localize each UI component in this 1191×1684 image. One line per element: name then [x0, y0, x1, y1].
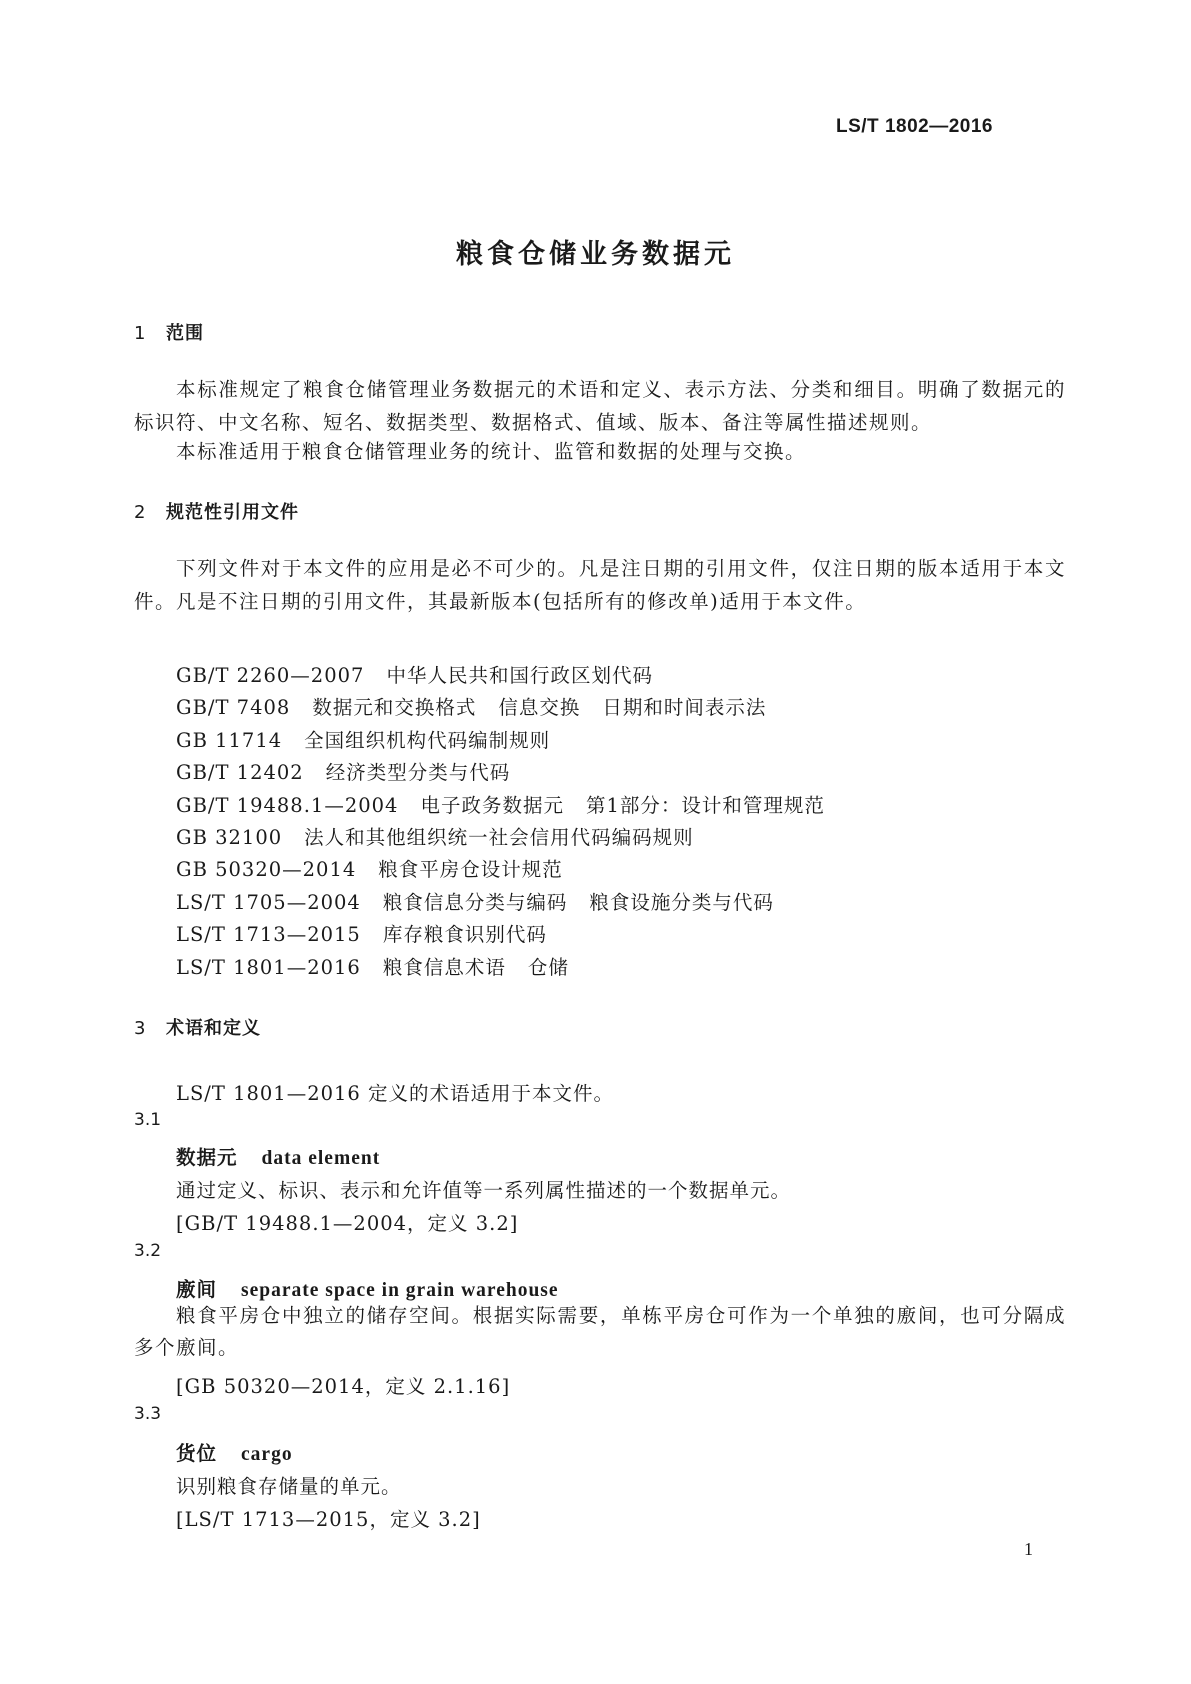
term-source: [GB 50320—2014，定义 2.1.16] — [176, 1375, 511, 1398]
reference-code: GB 11714 — [176, 728, 283, 752]
section-title: 术语和定义 — [166, 1018, 261, 1039]
section-title: 范围 — [166, 323, 204, 344]
section-number: 3 — [134, 1018, 147, 1039]
term-name-en: data element — [261, 1148, 381, 1169]
reference-title: 中华人民共和国行政区划代码 — [386, 664, 653, 687]
reference-code: GB/T 7408 — [176, 696, 291, 720]
standard-code: LS/T 1802—2016 — [836, 116, 993, 137]
reference-title: 粮食设施分类与代码 — [589, 890, 774, 914]
scope-paragraph-2: 本标准适用于粮食仓储管理业务的统计、监管和数据的处理与交换。 — [176, 440, 807, 463]
reference-item — [176, 660, 825, 692]
reference-title: 法人和其他组织统一社会信用代码编码规则 — [304, 825, 694, 849]
section-1-heading — [134, 319, 204, 345]
document-title: 粮食仓储业务数据元 — [456, 239, 735, 270]
section-title: 规范性引用文件 — [166, 502, 299, 523]
term-heading — [176, 1274, 559, 1302]
reference-code: LS/T 1705—2004 — [176, 890, 361, 914]
reference-title: 粮食信息术语 — [382, 955, 506, 979]
reference-title: 信息交换 — [498, 696, 581, 720]
reference-item — [176, 822, 825, 854]
reference-title: 数据元和交换格式 — [312, 696, 477, 720]
reference-item — [176, 757, 825, 789]
term-heading — [176, 1438, 293, 1466]
reference-code: GB/T 19488.1—2004 — [176, 793, 399, 817]
reference-list — [176, 660, 825, 984]
reference-item — [176, 790, 825, 822]
reference-item — [176, 952, 825, 984]
term-definition: 识别粮食存储量的单元。 — [176, 1475, 402, 1498]
reference-title: 库存粮食识别代码 — [382, 923, 547, 947]
term-definition: 粮食平房仓中独立的储存空间。根据实际需要，单栋平房仓可作为一个单独的廒间，也可分隔成多个廒间。 — [134, 1304, 1066, 1359]
terms-intro: LS/T 1801—2016 定义的术语适用于本文件。 — [176, 1082, 615, 1105]
reference-code: GB/T 12402 — [176, 761, 304, 785]
section-number: 1 — [134, 323, 147, 344]
term-name-zh: 货位 — [176, 1442, 218, 1465]
reference-title: 第1部分：设计和管理规范 — [585, 793, 825, 817]
reference-code: LS/T 1801—2016 — [176, 955, 361, 979]
reference-item — [176, 692, 825, 724]
section-number: 2 — [134, 502, 147, 523]
reference-code: GB 50320—2014 — [176, 858, 357, 882]
reference-item — [176, 725, 825, 757]
term-name-zh: 廒间 — [176, 1278, 218, 1301]
term-number: 3.3 — [134, 1404, 162, 1424]
term-definition: 通过定义、标识、表示和允许值等一系列属性描述的一个数据单元。 — [176, 1179, 792, 1202]
term-source: [GB/T 19488.1—2004，定义 3.2] — [176, 1212, 519, 1235]
section-2-heading — [134, 498, 299, 524]
term-number: 3.2 — [134, 1241, 162, 1261]
reference-title: 全国组织机构代码编制规则 — [304, 728, 551, 752]
reference-title: 电子政务数据元 — [420, 793, 564, 817]
term-name-en: cargo — [241, 1444, 293, 1465]
scope-paragraph-1: 本标准规定了粮食仓储管理业务数据元的术语和定义、表示方法、分类和细目。明确了数据元的标识符、中文名称、短名、数据类型、数据格式、值域、版本、备注等属性描述规则。 — [134, 378, 1066, 434]
reference-code: GB/T 2260—2007 — [176, 664, 365, 687]
reference-code: GB 32100 — [176, 825, 283, 849]
reference-title: 粮食平房仓设计规范 — [378, 858, 563, 882]
reference-item — [176, 919, 825, 951]
reference-code: LS/T 1713—2015 — [176, 923, 361, 947]
reference-title: 日期和时间表示法 — [602, 696, 767, 720]
term-heading — [176, 1142, 380, 1170]
term-name-zh: 数据元 — [176, 1146, 238, 1169]
page-number: 1 — [1024, 1539, 1033, 1559]
term-name-en: separate space in grain warehouse — [241, 1280, 559, 1301]
term-number: 3.1 — [134, 1110, 162, 1130]
references-intro: 下列文件对于本文件的应用是必不可少的。凡是注日期的引用文件，仅注日期的版本适用于本文件。凡是不注日期的引用文件，其最新版本(包括所有的修改单)适用于本文件。 — [134, 557, 1066, 613]
reference-title: 仓储 — [527, 955, 569, 979]
reference-title: 粮食信息分类与编码 — [382, 890, 568, 914]
reference-title: 经济类型分类与代码 — [325, 761, 511, 785]
reference-item — [176, 887, 825, 919]
term-source: [LS/T 1713—2015，定义 3.2] — [176, 1508, 481, 1531]
section-3-heading — [134, 1014, 261, 1040]
reference-item — [176, 854, 825, 886]
